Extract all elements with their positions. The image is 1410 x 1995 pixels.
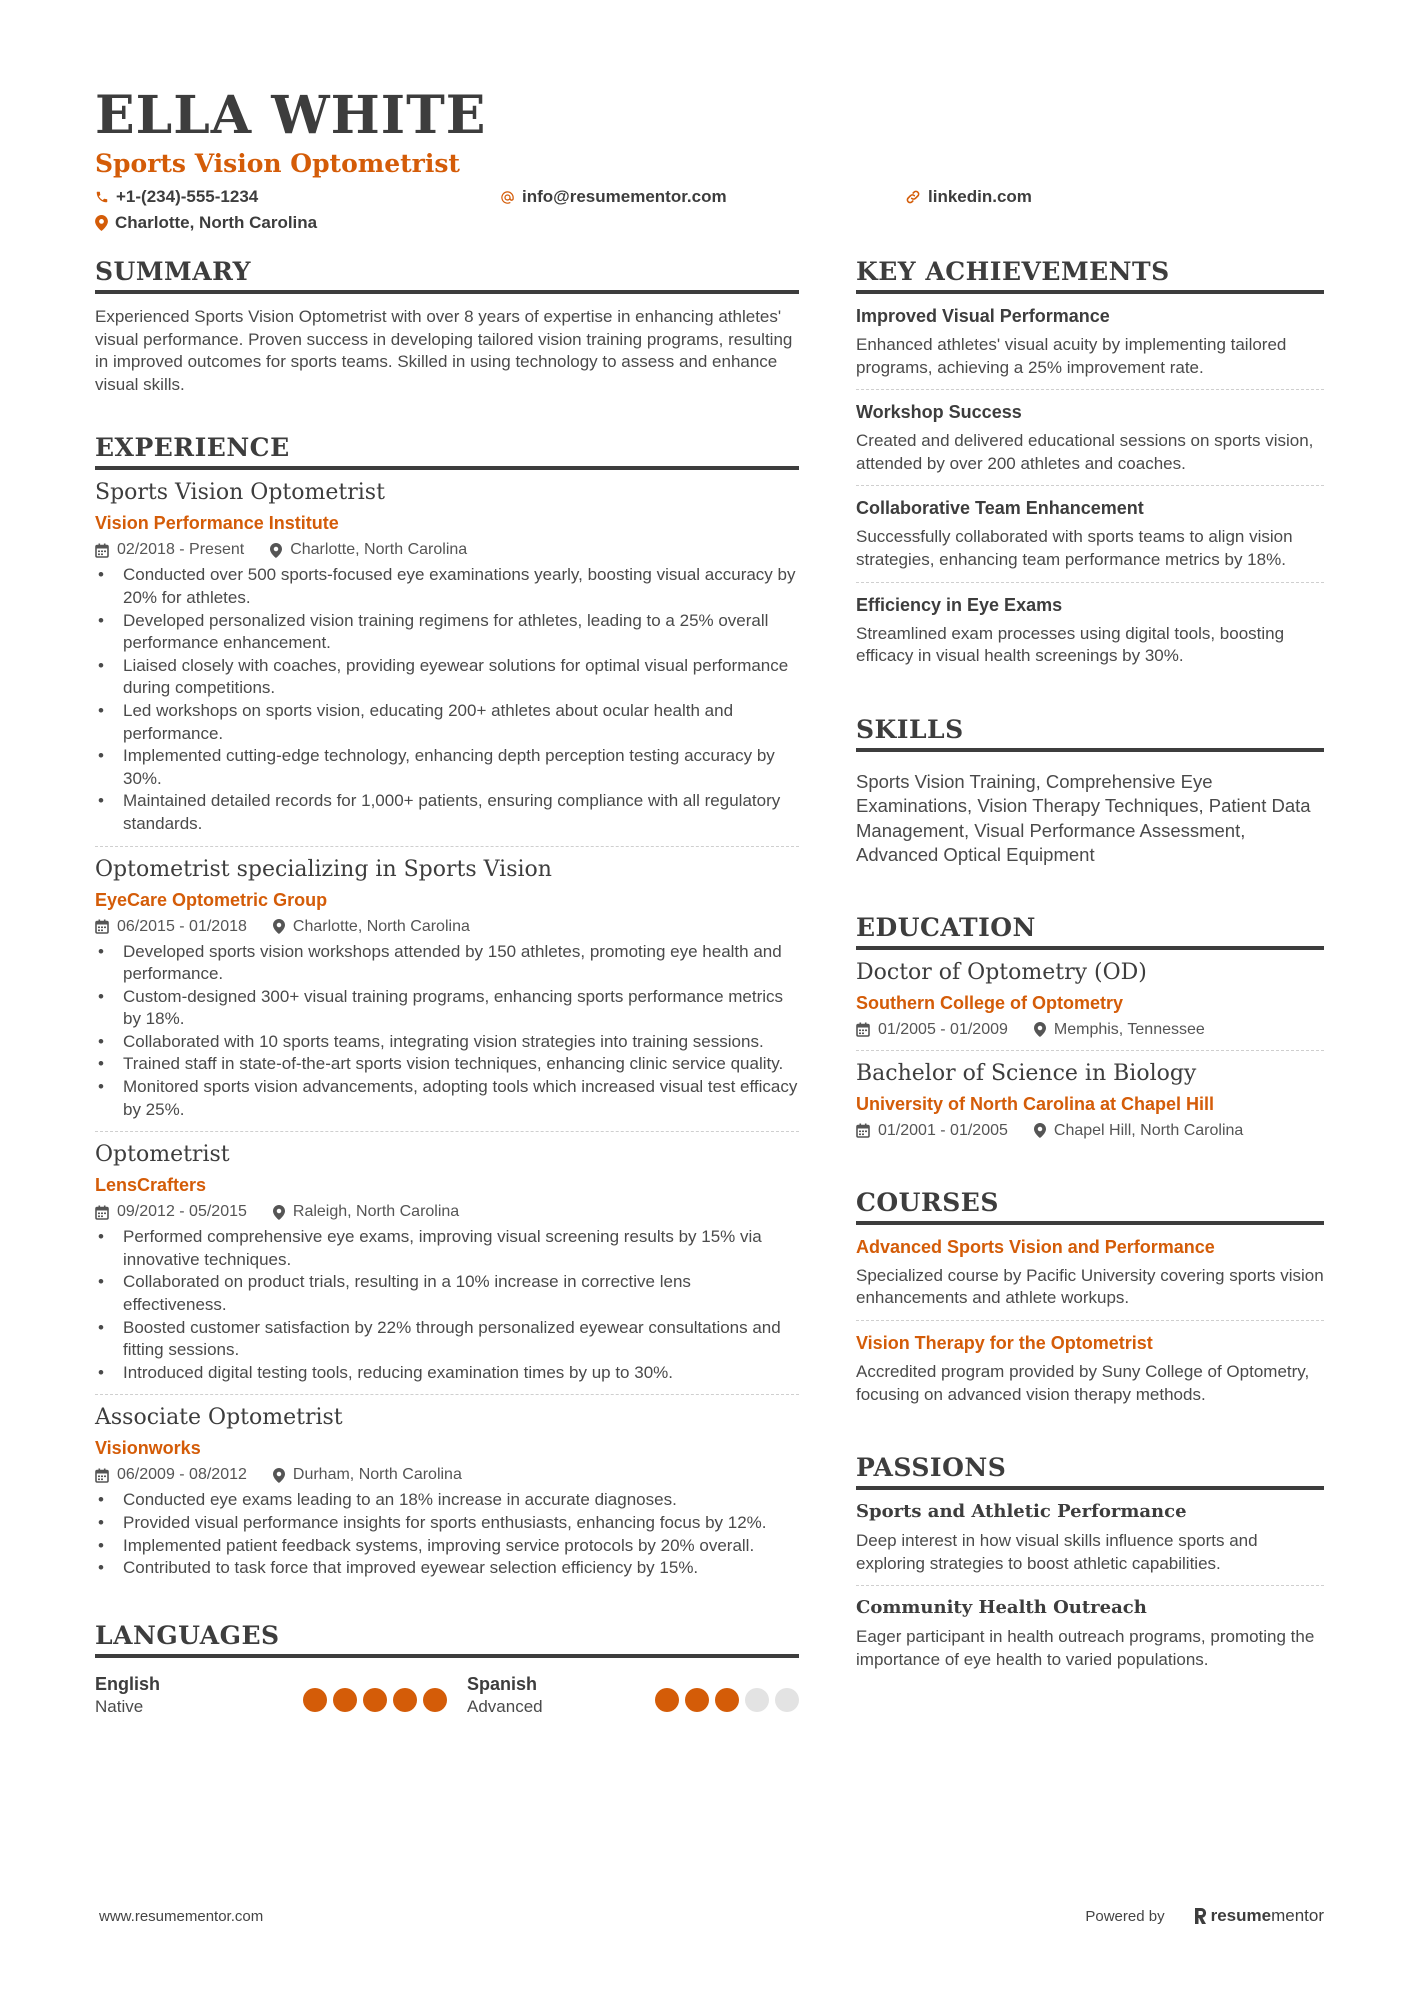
location-text: Chapel Hill, North Carolina bbox=[1053, 1121, 1244, 1139]
rating-dot bbox=[303, 1688, 327, 1712]
calendar-icon bbox=[856, 1123, 870, 1138]
list-item: • Liaised closely with coaches, providing eyewear solutions for optimal visual performance during competitions. bbox=[95, 655, 799, 700]
language-rating bbox=[297, 1682, 447, 1718]
list-item: • Boosted customer satisfaction by 22% through personalized eyewear consultations and fitting sessions. bbox=[95, 1317, 799, 1362]
courses-heading: COURSES bbox=[856, 1187, 1324, 1225]
location-pin-icon bbox=[270, 543, 282, 558]
brand-bold: resume bbox=[1210, 1906, 1272, 1925]
list-item: • Performed comprehensive eye exams, improving visual screening results by 15% via innovative techniques. bbox=[95, 1226, 799, 1271]
contact-row bbox=[95, 185, 1325, 209]
meta-row bbox=[95, 538, 799, 562]
list-item: • Monitored sports vision advancements, adopting tools which increased visual test efficacy by 25%. bbox=[95, 1076, 799, 1121]
education-section bbox=[856, 912, 1324, 1151]
list-item: • Custom-designed 300+ visual training programs, enhancing sports performance metrics by 18%. bbox=[95, 986, 799, 1031]
degree: Bachelor of Science in Biology bbox=[856, 1060, 1197, 1086]
list-item: • Collaborated on product trials, resulting in a 10% increase in corrective lens effectiveness. bbox=[95, 1271, 799, 1316]
list-item: • Conducted eye exams leading to an 18% increase in accurate diagnoses. bbox=[95, 1489, 799, 1512]
list-item: • Implemented cutting-edge technology, enhancing depth perception testing accuracy by 30%. bbox=[95, 745, 799, 790]
skills-section bbox=[856, 714, 1324, 868]
footer bbox=[99, 1906, 1324, 1926]
rating-dot bbox=[775, 1688, 799, 1712]
rating-dot bbox=[423, 1688, 447, 1712]
calendar-icon bbox=[95, 919, 109, 934]
list-item: • Conducted over 500 sports-focused eye examinations yearly, boosting visual accuracy by 20% for athletes. bbox=[95, 564, 799, 609]
achievements-list bbox=[856, 294, 1324, 678]
link-icon bbox=[905, 189, 921, 205]
date-range bbox=[95, 1200, 247, 1224]
meta-row bbox=[95, 915, 799, 939]
courses-section bbox=[856, 1187, 1324, 1416]
location bbox=[1034, 1018, 1205, 1042]
achievement-title: Efficiency in Eye Exams bbox=[856, 594, 1063, 615]
achievement-title: Improved Visual Performance bbox=[856, 306, 1110, 326]
experience-list bbox=[95, 470, 799, 1589]
powered-by-label: Powered by bbox=[1085, 1907, 1165, 1925]
company-name: EyeCare Optometric Group bbox=[95, 889, 328, 910]
job-title: Sports Vision Optometrist bbox=[95, 480, 385, 506]
location-pin-icon bbox=[1034, 1022, 1046, 1037]
company-name: LensCrafters bbox=[95, 1175, 207, 1196]
location-pin-icon bbox=[273, 1205, 285, 1220]
achievement-item bbox=[856, 486, 1324, 582]
languages-list bbox=[95, 1672, 799, 1718]
languages-section bbox=[95, 1620, 799, 1718]
calendar-icon bbox=[95, 1205, 109, 1220]
location bbox=[273, 1200, 459, 1224]
languages-heading: LANGUAGES bbox=[95, 1620, 799, 1658]
job-title: Optometrist specializing in Sports Vision bbox=[95, 856, 552, 882]
rating-dot bbox=[685, 1688, 709, 1712]
education-list bbox=[856, 950, 1324, 1151]
candidate-name: ELLA WHITE bbox=[95, 85, 487, 146]
date-range bbox=[95, 915, 247, 939]
dates-text: 06/2015 - 01/2018 bbox=[117, 917, 247, 935]
dates-text: 06/2009 - 08/2012 bbox=[117, 1466, 247, 1484]
achievement-text: Successfully collaborated with sports teams to align vision strategies, enhancing team performance metrics by 18%. bbox=[856, 527, 1293, 569]
language-name: Spanish bbox=[467, 1673, 538, 1694]
experience-section bbox=[95, 432, 799, 1589]
list-item: • Maintained detailed records for 1,000+ patients, ensuring compliance with all regulatory standards. bbox=[95, 790, 799, 835]
language-item bbox=[467, 1672, 799, 1718]
date-range bbox=[95, 538, 244, 562]
meta-row bbox=[856, 1018, 1324, 1042]
calendar-icon bbox=[856, 1022, 870, 1037]
location-text: Raleigh, North Carolina bbox=[292, 1203, 460, 1221]
rating-dot bbox=[655, 1688, 679, 1712]
job-bullets bbox=[95, 564, 799, 835]
job-entry bbox=[95, 847, 799, 1133]
list-item: • Collaborated with 10 sports teams, integrating vision strategies into training sessions. bbox=[95, 1031, 799, 1054]
location-text: Durham, North Carolina bbox=[292, 1466, 462, 1484]
education-item bbox=[856, 1051, 1324, 1151]
summary-text: Experienced Sports Vision Optometrist with over 8 years of expertise in enhancing athletes' visual performance. Proven success in developing tailored vision training programs, resulting in improved outcomes for sports teams. Skilled in using technology to assess and enhance visual skills. bbox=[95, 307, 793, 394]
skills-heading: SKILLS bbox=[856, 714, 1324, 752]
course-text: Specialized course by Pacific University covering sports vision enhancements and athlete workups. bbox=[856, 1265, 1324, 1308]
location-pin-icon bbox=[95, 215, 108, 231]
passions-section bbox=[856, 1452, 1324, 1681]
course-text: Accredited program provided by Suny College of Optometry, focusing on advanced vision therapy methods. bbox=[856, 1361, 1310, 1404]
linkedin-text: linkedin.com bbox=[928, 187, 1032, 206]
skills-text: Sports Vision Training, Comprehensive Eye Examinations, Vision Therapy Techniques, Patient Data Management, Visual Performance Assessment, Advanced Optical Equipment bbox=[856, 770, 1311, 866]
passions-heading: PASSIONS bbox=[856, 1452, 1324, 1490]
degree: Doctor of Optometry (OD) bbox=[856, 959, 1147, 985]
location-pin-icon bbox=[273, 919, 285, 934]
rating-dot bbox=[715, 1688, 739, 1712]
achievement-item bbox=[856, 294, 1324, 390]
contact-phone[interactable] bbox=[95, 187, 500, 207]
passion-title: Community Health Outreach bbox=[856, 1597, 1147, 1619]
location bbox=[270, 538, 467, 562]
resumementor-logo-icon bbox=[1193, 1907, 1207, 1925]
job-bullets bbox=[95, 1489, 799, 1579]
job-title: Optometrist bbox=[95, 1142, 230, 1168]
achievements-section bbox=[856, 256, 1324, 678]
education-item bbox=[856, 950, 1324, 1051]
achievement-text: Enhanced athletes' visual acuity by implementing tailored programs, achieving a 25% improvement rate. bbox=[856, 335, 1287, 377]
courses-list bbox=[856, 1225, 1324, 1416]
summary-section bbox=[95, 256, 799, 396]
powered-by bbox=[1085, 1906, 1324, 1926]
passion-text: Eager participant in health outreach programs, promoting the importance of eye health to varied populations. bbox=[856, 1627, 1315, 1669]
date-range bbox=[856, 1018, 1008, 1042]
passion-text: Deep interest in how visual skills influence sports and exploring strategies to boost athletic capabilities. bbox=[856, 1531, 1258, 1573]
list-item: • Led workshops on sports vision, educating 200+ athletes about ocular health and performance. bbox=[95, 700, 799, 745]
date-range bbox=[856, 1119, 1008, 1143]
location bbox=[273, 1463, 462, 1487]
passions-list bbox=[856, 1490, 1324, 1681]
location-pin-icon bbox=[1034, 1123, 1046, 1138]
calendar-icon bbox=[95, 543, 109, 558]
course-item bbox=[856, 1321, 1324, 1416]
school-name: Southern College of Optometry bbox=[856, 992, 1124, 1013]
achievements-heading: KEY ACHIEVEMENTS bbox=[856, 256, 1324, 294]
passion-title: Sports and Athletic Performance bbox=[856, 1501, 1187, 1523]
course-title: Vision Therapy for the Optometrist bbox=[856, 1332, 1153, 1353]
company-name: Vision Performance Institute bbox=[95, 513, 339, 534]
right-column bbox=[856, 256, 1324, 1718]
list-item: • Implemented patient feedback systems, improving service protocols by 20% overall. bbox=[95, 1535, 799, 1558]
location-pin-icon bbox=[273, 1468, 285, 1483]
phone-text: +1-(234)-555-1234 bbox=[116, 187, 259, 206]
job-bullets bbox=[95, 941, 799, 1122]
course-item bbox=[856, 1225, 1324, 1321]
list-item: • Contributed to task force that improved eyewear selection efficiency by 15%. bbox=[95, 1557, 799, 1580]
dates-text: 01/2001 - 01/2005 bbox=[878, 1121, 1008, 1139]
achievement-item bbox=[856, 583, 1324, 678]
phone-icon bbox=[95, 190, 109, 204]
candidate-title: Sports Vision Optometrist bbox=[95, 149, 460, 178]
language-rating bbox=[649, 1682, 799, 1718]
dates-text: 09/2012 - 05/2015 bbox=[117, 1203, 247, 1221]
location-text: Memphis, Tennessee bbox=[1053, 1020, 1205, 1038]
job-title: Associate Optometrist bbox=[95, 1405, 343, 1431]
left-column bbox=[95, 256, 799, 1754]
contact-row-2 bbox=[95, 211, 1325, 235]
list-item: • Introduced digital testing tools, reducing examination times by up to 30%. bbox=[95, 1362, 799, 1385]
rating-dot bbox=[393, 1688, 417, 1712]
meta-row bbox=[95, 1463, 799, 1487]
at-icon bbox=[500, 190, 515, 205]
location-text: Charlotte, North Carolina bbox=[292, 917, 470, 935]
rating-dot bbox=[363, 1688, 387, 1712]
achievement-item bbox=[856, 390, 1324, 486]
location-text: Charlotte, North Carolina bbox=[115, 213, 318, 232]
footer-url[interactable]: www.resumementor.com bbox=[99, 1907, 264, 1925]
course-title: Advanced Sports Vision and Performance bbox=[856, 1236, 1215, 1257]
location-text: Charlotte, North Carolina bbox=[290, 541, 468, 559]
calendar-icon bbox=[95, 1468, 109, 1483]
achievement-text: Created and delivered educational sessions on sports vision, attended by over 200 athletes and coaches. bbox=[856, 431, 1314, 473]
education-heading: EDUCATION bbox=[856, 912, 1324, 950]
list-item: • Developed personalized vision training regimens for athletes, leading to a 25% overall performance enhancement. bbox=[95, 610, 799, 655]
company-name: Visionworks bbox=[95, 1438, 201, 1459]
location bbox=[1034, 1119, 1243, 1143]
resume-header bbox=[95, 86, 1325, 235]
dates-text: 01/2005 - 01/2009 bbox=[878, 1020, 1008, 1038]
job-entry bbox=[95, 470, 799, 846]
achievement-title: Collaborative Team Enhancement bbox=[856, 498, 1144, 519]
list-item: • Developed sports vision workshops attended by 150 athletes, promoting eye health and performance. bbox=[95, 941, 799, 986]
passion-item bbox=[856, 1490, 1324, 1586]
summary-heading: SUMMARY bbox=[95, 256, 799, 294]
meta-row bbox=[95, 1200, 799, 1224]
contact-location bbox=[95, 213, 317, 233]
dates-text: 02/2018 - Present bbox=[117, 541, 245, 559]
brand-thin: mentor bbox=[1271, 1906, 1324, 1925]
list-item: • Provided visual performance insights for sports enthusiasts, enhancing focus by 12%. bbox=[95, 1512, 799, 1535]
job-entry bbox=[95, 1395, 799, 1589]
rating-dot bbox=[745, 1688, 769, 1712]
job-bullets bbox=[95, 1226, 799, 1384]
contact-linkedin[interactable] bbox=[905, 187, 1032, 207]
rating-dot bbox=[333, 1688, 357, 1712]
language-level: Advanced bbox=[467, 1696, 543, 1716]
language-name: English bbox=[95, 1673, 161, 1694]
experience-heading: EXPERIENCE bbox=[95, 432, 799, 470]
location bbox=[273, 915, 470, 939]
achievement-text: Streamlined exam processes using digital tools, boosting efficacy in visual health screenings by 30%. bbox=[856, 623, 1285, 666]
job-entry bbox=[95, 1132, 799, 1395]
date-range bbox=[95, 1463, 247, 1487]
achievement-title: Workshop Success bbox=[856, 402, 1022, 423]
meta-row bbox=[856, 1119, 1324, 1143]
language-level: Native bbox=[95, 1696, 144, 1716]
school-name: University of North Carolina at Chapel Hill bbox=[856, 1093, 1215, 1114]
email-text: info@resumementor.com bbox=[522, 187, 727, 206]
contact-email[interactable] bbox=[500, 187, 905, 207]
passion-item bbox=[856, 1586, 1324, 1681]
list-item: • Trained staff in state-of-the-art sports vision techniques, enhancing clinic service quality. bbox=[95, 1053, 799, 1076]
brand-logo[interactable] bbox=[1193, 1906, 1324, 1926]
language-item bbox=[95, 1672, 467, 1718]
